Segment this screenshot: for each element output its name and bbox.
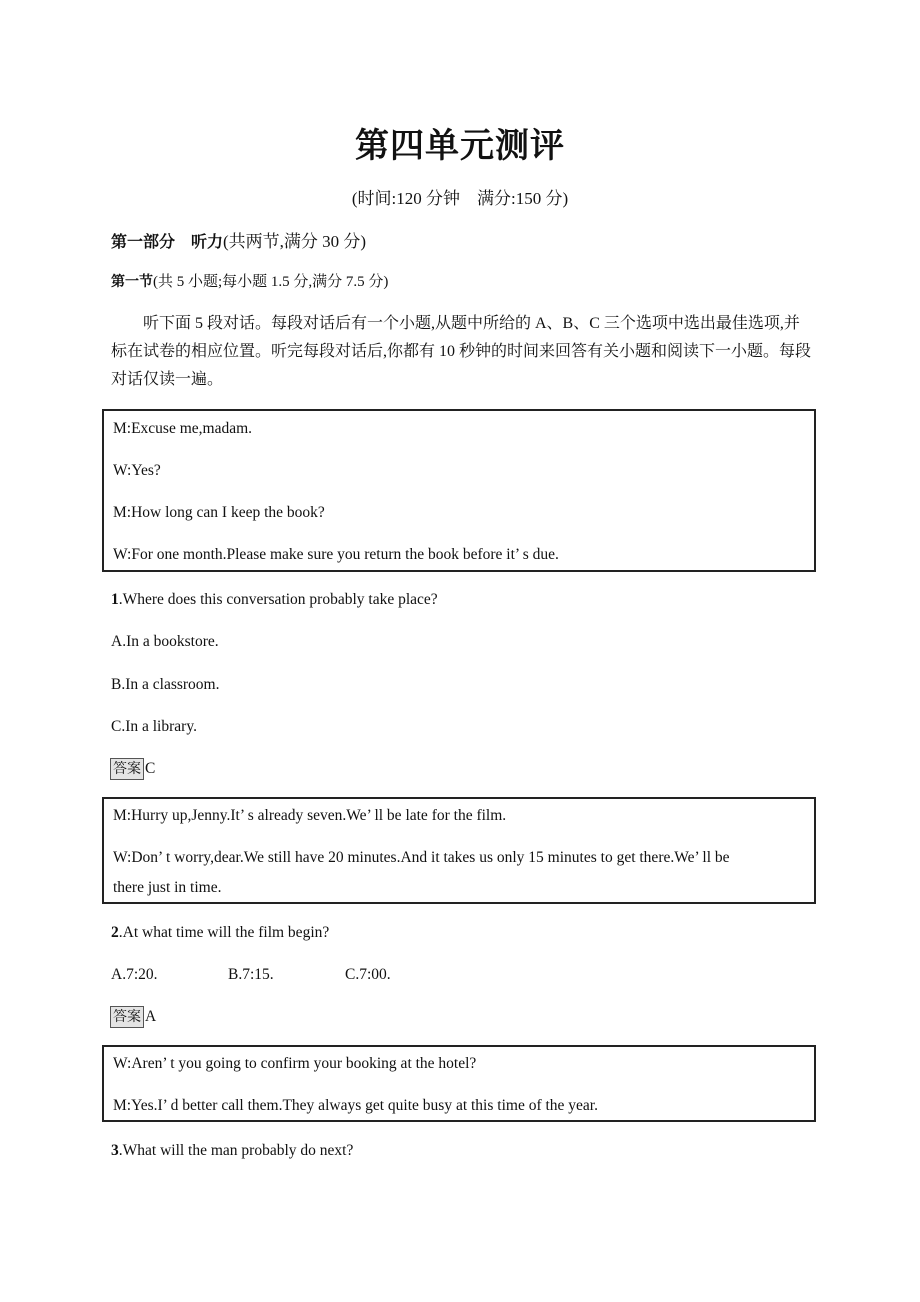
option-c: C.In a library. <box>111 718 197 735</box>
answer-value: C <box>145 760 156 777</box>
answer-badge[interactable]: 答案 <box>110 758 144 780</box>
exam-info: (时间:120 分钟 满分:150 分) <box>351 189 569 208</box>
section-detail: (共 5 小题;每小题 1.5 分,满分 7.5 分) <box>153 274 389 290</box>
dialogue-line: M:Hurry up,Jenny.It’ s already seven.We’ ll be late for the film. <box>113 807 507 824</box>
answer-badge[interactable]: 答案 <box>110 1006 144 1028</box>
dialogue-line: M:How long can I keep the book? <box>113 504 325 521</box>
dialogue-line: W:For one month.Please make sure you return the book before it’ s due. <box>113 546 559 563</box>
option-a: A.In a bookstore. <box>111 633 219 650</box>
option-a: A.7:20. <box>111 966 158 983</box>
answer-value: A <box>145 1008 157 1025</box>
question-number: 1 <box>111 591 119 608</box>
part-detail: (共两节,满分 30 分) <box>223 232 367 251</box>
section-heading <box>111 270 388 291</box>
dialogue-line: W:Yes? <box>113 462 161 479</box>
answer-2 <box>110 1006 156 1028</box>
dialogue-box-2 <box>102 797 816 904</box>
question-text: .Where does this conversation probably take place? <box>118 591 438 608</box>
option-c: C.7:00. <box>345 966 391 983</box>
instructions <box>111 310 811 394</box>
question-number: 2 <box>111 924 119 941</box>
answer-1 <box>110 758 155 780</box>
part-label: 第一部分 听力 <box>111 232 224 251</box>
option-b: B.7:15. <box>228 966 274 983</box>
question-1 <box>111 591 438 609</box>
question-text: .What will the man probably do next? <box>118 1142 354 1159</box>
option-b: B.In a classroom. <box>111 676 220 693</box>
question-number: 3 <box>111 1142 119 1159</box>
dialogue-line: there just in time. <box>113 879 222 896</box>
dialogue-box-3 <box>102 1045 816 1122</box>
dialogue-line: W:Don’ t worry,dear.We still have 20 minutes.And it takes us only 15 minutes to get there.We’ ll be <box>113 849 730 866</box>
dialogue-box-1 <box>102 409 816 572</box>
dialogue-line: W:Aren’ t you going to confirm your booking at the hotel? <box>113 1055 477 1072</box>
section-label: 第一节 <box>111 274 153 290</box>
question-3 <box>111 1142 353 1160</box>
dialogue-line: M:Excuse me,madam. <box>113 420 253 437</box>
part-heading <box>111 227 366 252</box>
dialogue-line: M:Yes.I’ d better call them.They always get quite busy at this time of the year. <box>113 1097 598 1114</box>
page-title: 第四单元测评 <box>355 126 565 166</box>
instructions-text: 听下面 5 段对话。每段对话后有一个小题,从题中所给的 A、B、C 三个选项中选出最佳选项,并标在试卷的相应位置。听完每段对话后,你都有 10 秒钟的时间来回答有关小题和阅读下一小题。每段对话仅读一遍。 <box>111 315 812 388</box>
question-text: .At what time will the film begin? <box>118 924 330 941</box>
question-2 <box>111 924 329 942</box>
